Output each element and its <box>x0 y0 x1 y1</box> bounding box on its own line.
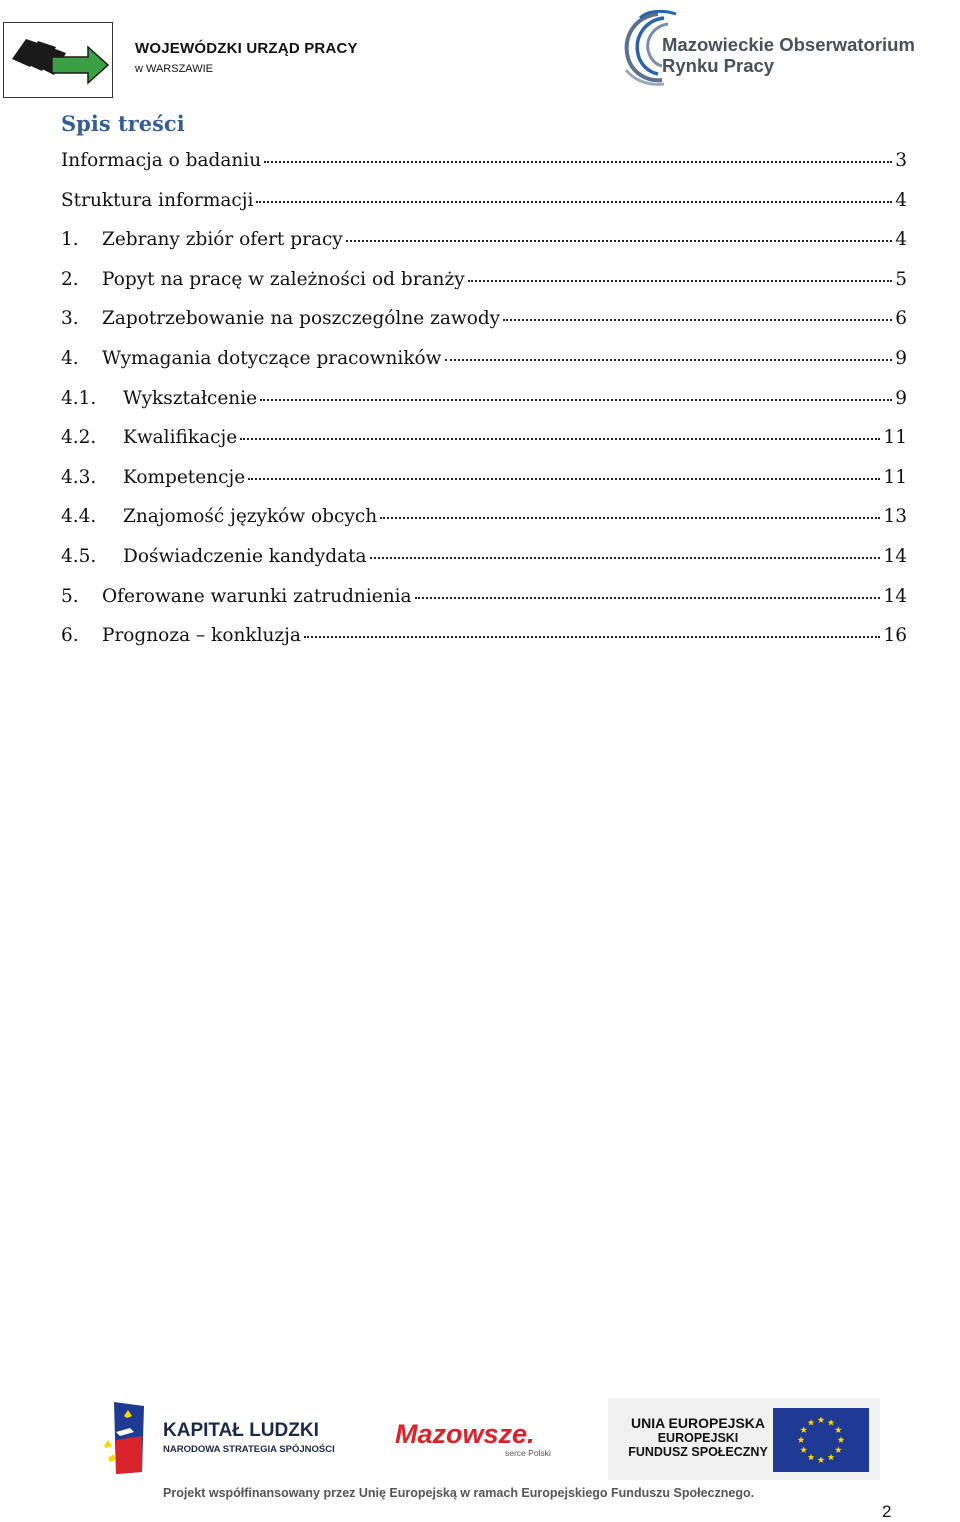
toc-entry-label: Struktura informacji <box>61 189 254 211</box>
toc-entry[interactable] <box>61 427 907 467</box>
toc-entry[interactable] <box>61 546 907 586</box>
toc-entry-page: 13 <box>883 506 907 528</box>
mor-name <box>662 34 915 76</box>
page-number: 2 <box>882 1502 892 1521</box>
toc-entry-label: Zapotrzebowanie na poszczególne zawody <box>102 308 501 330</box>
eu-logo-text <box>628 1415 768 1459</box>
kapital-ludzki-title: KAPITAŁ LUDZKI <box>163 1420 319 1441</box>
toc-entry-number: 4.5. <box>61 545 97 567</box>
toc-entry[interactable] <box>61 190 907 230</box>
toc-title: Spis treści <box>61 111 185 136</box>
toc-dot-leader <box>260 399 892 401</box>
toc-dot-leader <box>304 636 881 638</box>
wup-name-line2: w WARSZAWIE <box>135 63 214 75</box>
eu-flag-icon <box>773 1408 869 1472</box>
arrow-logo-icon <box>4 23 112 97</box>
kapital-ludzki-subtitle: NARODOWA STRATEGIA SPÓJNOŚCI <box>163 1444 335 1455</box>
eu-line2: EUROPEJSKI <box>657 1431 739 1445</box>
toc-entry[interactable] <box>61 625 907 665</box>
toc-dot-leader <box>370 557 881 559</box>
toc-entry-label: Doświadczenie kandydata <box>123 545 367 567</box>
mazowsze-wordmark: Mazowsze. <box>395 1419 535 1449</box>
toc-entry-number: 4.1. <box>61 387 97 409</box>
toc-entry-page: 14 <box>883 545 907 567</box>
mazowsze-logo <box>395 1420 551 1458</box>
cofinancing-note: Projekt współfinansowany przez Unię Europejską w ramach Europejskiego Funduszu Społecznego. <box>163 1486 755 1500</box>
toc-entry-page: 5 <box>895 268 907 290</box>
toc-entry[interactable] <box>61 586 907 626</box>
eu-line1: UNIA EUROPEJSKA <box>630 1415 766 1431</box>
kapital-ludzki-logo <box>163 1420 335 1455</box>
toc-entry-number: 4.2. <box>61 427 97 449</box>
toc-entry-label: Kwalifikacje <box>123 427 238 449</box>
toc-dot-leader <box>415 597 881 599</box>
toc-entry[interactable] <box>61 348 907 388</box>
toc-entry[interactable] <box>61 150 907 190</box>
toc-dot-leader <box>445 359 893 361</box>
toc-entry-page: 14 <box>883 585 907 607</box>
toc-entry-number: 5. <box>61 585 79 607</box>
toc-entry-number: 4.4. <box>61 506 97 528</box>
toc-entry-label: Wykształcenie <box>123 387 258 409</box>
toc-entry-page: 11 <box>883 466 907 488</box>
toc-entry-page: 6 <box>895 308 907 330</box>
toc-entry[interactable] <box>61 269 907 309</box>
toc-entry-page: 4 <box>895 189 907 211</box>
toc-entry[interactable] <box>61 229 907 269</box>
toc-dot-leader <box>248 478 880 480</box>
wup-name <box>135 40 358 75</box>
toc-dot-leader <box>468 280 893 282</box>
toc-entry[interactable] <box>61 506 907 546</box>
toc-entry-number: 4. <box>61 347 79 369</box>
wup-logo <box>3 22 113 98</box>
mazowsze-tagline: serce Polski <box>505 1448 551 1458</box>
toc-entry-page: 16 <box>883 625 907 647</box>
toc-entry-number: 3. <box>61 308 79 330</box>
wup-name-line1: WOJEWÓDZKI URZĄD PRACY <box>135 40 358 57</box>
mor-name-line2: Rynku Pracy <box>662 55 775 76</box>
toc-entry-number: 2. <box>61 268 79 290</box>
toc-entry-label: Popyt na pracę w zależności od branży <box>102 268 465 290</box>
toc-entry-label: Znajomość języków obcych <box>123 506 378 528</box>
toc-entry[interactable] <box>61 467 907 507</box>
toc-dot-leader <box>346 240 892 242</box>
eu-line3: FUNDUSZ SPOŁECZNY <box>628 1445 768 1459</box>
toc-entry[interactable] <box>61 388 907 428</box>
toc-dot-leader <box>240 438 880 440</box>
toc-entry-label: Informacja o badaniu <box>61 150 262 171</box>
toc-entry-label: Prognoza – konkluzja <box>102 625 301 647</box>
mor-name-line1: Mazowieckie Obserwatorium <box>662 34 915 55</box>
toc-entry-page: 11 <box>883 427 907 449</box>
toc-entry-number: 4.3. <box>61 466 97 488</box>
toc-entry-label: Oferowane warunki zatrudnienia <box>102 585 412 607</box>
toc-entry-page: 9 <box>895 387 907 409</box>
toc-entry-page: 9 <box>895 347 907 369</box>
toc-entry-page: 3 <box>895 150 907 171</box>
toc-entry-label: Kompetencje <box>123 466 246 488</box>
toc-entry-label: Zebrany zbiór ofert pracy <box>102 229 343 251</box>
toc-dot-leader <box>380 517 880 519</box>
toc-dot-leader <box>256 201 892 203</box>
toc-entry-number: 6. <box>61 625 79 647</box>
toc-entry-number: 1. <box>61 229 79 251</box>
kapital-ludzki-flag-icon <box>100 1402 160 1476</box>
toc-entry-label: Wymagania dotyczące pracowników <box>102 347 442 369</box>
toc-entry-page: 4 <box>895 229 907 251</box>
table-of-contents <box>61 150 907 665</box>
toc-entry[interactable] <box>61 308 907 348</box>
toc-dot-leader <box>503 319 892 321</box>
toc-dot-leader <box>264 161 892 163</box>
